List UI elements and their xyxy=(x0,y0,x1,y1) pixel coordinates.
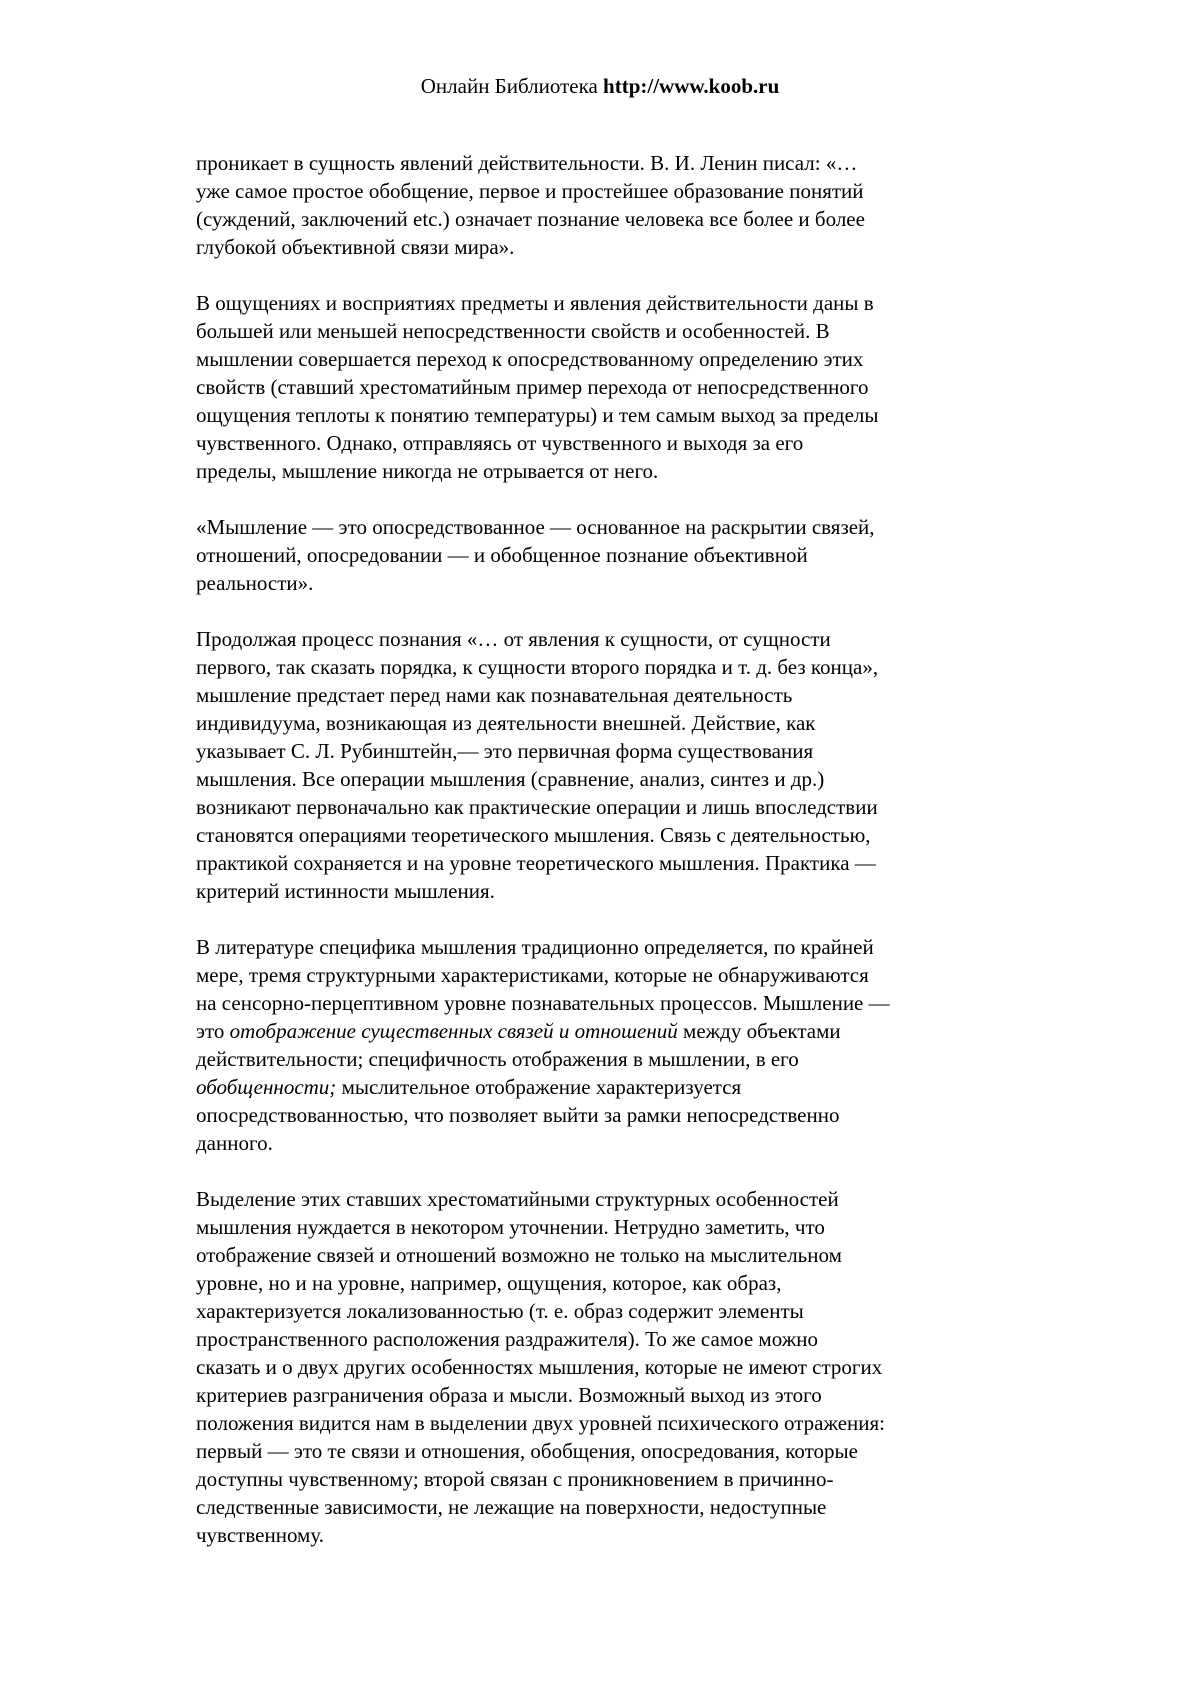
italic-emphasis: отображение существенных связей и отношений xyxy=(229,1019,678,1043)
text-line xyxy=(196,933,1008,961)
text-segment: мышление предстает перед нами как познавательная деятельность xyxy=(196,683,793,707)
text-line xyxy=(196,205,1008,233)
text-segment: чувственному. xyxy=(196,1523,324,1547)
text-segment: мышления нуждается в некотором уточнении. Нетрудно заметить, что xyxy=(196,1215,825,1239)
text-line xyxy=(196,681,1008,709)
text-line xyxy=(196,653,1008,681)
text-line xyxy=(196,1409,1008,1437)
text-line xyxy=(196,737,1008,765)
text-line xyxy=(196,1493,1008,1521)
text-segment: характеризуется локализованностью (т. е. образ содержит элементы xyxy=(196,1299,804,1323)
text-line xyxy=(196,1017,1008,1045)
text-line xyxy=(196,345,1008,373)
text-line xyxy=(196,821,1008,849)
text-line xyxy=(196,317,1008,345)
text-segment: первого, так сказать порядка, к сущности второго порядка и т. д. без конца», xyxy=(196,655,879,679)
text-segment: первый — это те связи и отношения, обобщения, опосредования, которые xyxy=(196,1439,858,1463)
text-line xyxy=(196,513,1008,541)
text-line xyxy=(196,793,1008,821)
text-segment: отображение связей и отношений возможно не только на мыслительном xyxy=(196,1243,842,1267)
text-segment: пространственного расположения раздражителя). То же самое можно xyxy=(196,1327,818,1351)
text-line xyxy=(196,149,1008,177)
text-segment: (суждений, заключений etc.) означает познание человека все более и более xyxy=(196,207,865,231)
text-segment: между объектами xyxy=(677,1019,841,1043)
text-line xyxy=(196,1437,1008,1465)
text-line xyxy=(196,1129,1008,1157)
paragraph xyxy=(196,933,1008,1157)
text-line xyxy=(196,373,1008,401)
text-segment: свойств (ставший хрестоматийным пример перехода от непосредственного xyxy=(196,375,869,399)
text-segment: большей или меньшей непосредственности свойств и особенностей. В xyxy=(196,319,830,343)
text-segment: положения видится нам в выделении двух уровней психического отражения: xyxy=(196,1411,885,1435)
text-segment: Выделение этих ставших хрестоматийными структурных особенностей xyxy=(196,1187,839,1211)
text-line xyxy=(196,989,1008,1017)
text-segment: мере, тремя структурными характеристиками, которые не обнаруживаются xyxy=(196,963,869,987)
paragraph xyxy=(196,625,1008,905)
text-segment: пределы, мышление никогда не отрывается от него. xyxy=(196,459,659,483)
text-segment: это xyxy=(196,1019,230,1043)
text-line xyxy=(196,1241,1008,1269)
text-line xyxy=(196,849,1008,877)
text-segment: реальности». xyxy=(196,571,314,595)
paragraph xyxy=(196,149,1008,261)
text-line xyxy=(196,1073,1008,1101)
paragraph xyxy=(196,289,1008,485)
italic-emphasis: обобщенности; xyxy=(196,1075,337,1099)
text-line xyxy=(196,541,1008,569)
text-line xyxy=(196,1101,1008,1129)
text-segment: сказать и о двух других особенностях мышления, которые не имеют строгих xyxy=(196,1355,883,1379)
text-line xyxy=(196,1325,1008,1353)
text-line xyxy=(196,233,1008,261)
text-line xyxy=(196,429,1008,457)
text-line xyxy=(196,1353,1008,1381)
text-line xyxy=(196,877,1008,905)
text-segment: возникают первоначально как практические операции и лишь впоследствии xyxy=(196,795,878,819)
text-line xyxy=(196,401,1008,429)
page-header xyxy=(0,72,1200,100)
text-line xyxy=(196,1465,1008,1493)
text-segment: ощущения теплоты к понятию температуры) и тем самым выход за пределы xyxy=(196,403,879,427)
text-segment: опосредствованностью, что позволяет выйти за рамки непосредственно xyxy=(196,1103,840,1127)
document-body xyxy=(196,149,1008,1577)
text-segment: Продолжая процесс познания «… от явления к сущности, от сущности xyxy=(196,627,831,651)
text-segment: мышления. Все операции мышления (сравнение, анализ, синтез и др.) xyxy=(196,767,825,791)
site-name: Онлайн Библиотека xyxy=(420,74,598,98)
text-segment: мыслительное отображение характеризуется xyxy=(336,1075,742,1099)
text-segment: отношений, опосредовании — и обобщенное познание объективной xyxy=(196,543,808,567)
text-line xyxy=(196,1297,1008,1325)
text-segment: критерий истинности мышления. xyxy=(196,879,495,903)
text-segment: указывает С. Л. Рубинштейн,— это первичная форма существования xyxy=(196,739,814,763)
site-url[interactable]: http://www.koob.ru xyxy=(603,74,780,98)
text-line xyxy=(196,1381,1008,1409)
text-segment: уровне, но и на уровне, например, ощущения, которое, как образ, xyxy=(196,1271,782,1295)
text-segment: становятся операциями теоретического мышления. Связь с деятельностью, xyxy=(196,823,871,847)
text-segment: проникает в сущность явлений действительности. В. И. Ленин писал: «… xyxy=(196,151,858,175)
text-segment: глубокой объективной связи мира». xyxy=(196,235,515,259)
text-segment: следственные зависимости, не лежащие на поверхности, недоступные xyxy=(196,1495,827,1519)
text-segment: мышлении совершается переход к опосредствованному определению этих xyxy=(196,347,864,371)
text-line xyxy=(196,569,1008,597)
text-segment: В ощущениях и восприятиях предметы и явления действительности даны в xyxy=(196,291,874,315)
text-line xyxy=(196,289,1008,317)
text-segment: чувственного. Однако, отправляясь от чувственного и выходя за его xyxy=(196,431,804,455)
text-line xyxy=(196,1213,1008,1241)
text-line xyxy=(196,1521,1008,1549)
text-line xyxy=(196,1185,1008,1213)
text-segment: В литературе специфика мышления традиционно определяется, по крайней xyxy=(196,935,874,959)
text-segment: уже самое простое обобщение, первое и простейшее образование понятий xyxy=(196,179,864,203)
text-segment: индивидуума, возникающая из деятельности внешней. Действие, как xyxy=(196,711,816,735)
text-segment: доступны чувственному; второй связан с проникновением в причинно- xyxy=(196,1467,834,1491)
text-line xyxy=(196,177,1008,205)
text-segment: критериев разграничения образа и мысли. Возможный выход из этого xyxy=(196,1383,822,1407)
text-segment: действительности; специфичность отображения в мышлении, в его xyxy=(196,1047,799,1071)
text-line xyxy=(196,1045,1008,1073)
text-line xyxy=(196,1269,1008,1297)
paragraph xyxy=(196,1185,1008,1549)
text-segment: данного. xyxy=(196,1131,273,1155)
text-segment: практикой сохраняется и на уровне теоретического мышления. Практика — xyxy=(196,851,876,875)
text-line xyxy=(196,457,1008,485)
text-segment: на сенсорно-перцептивном уровне познавательных процессов. Мышление — xyxy=(196,991,890,1015)
paragraph xyxy=(196,513,1008,597)
text-line xyxy=(196,961,1008,989)
text-segment: «Мышление — это опосредствованное — основанное на раскрытии связей, xyxy=(196,515,875,539)
text-line xyxy=(196,765,1008,793)
text-line xyxy=(196,625,1008,653)
text-line xyxy=(196,709,1008,737)
